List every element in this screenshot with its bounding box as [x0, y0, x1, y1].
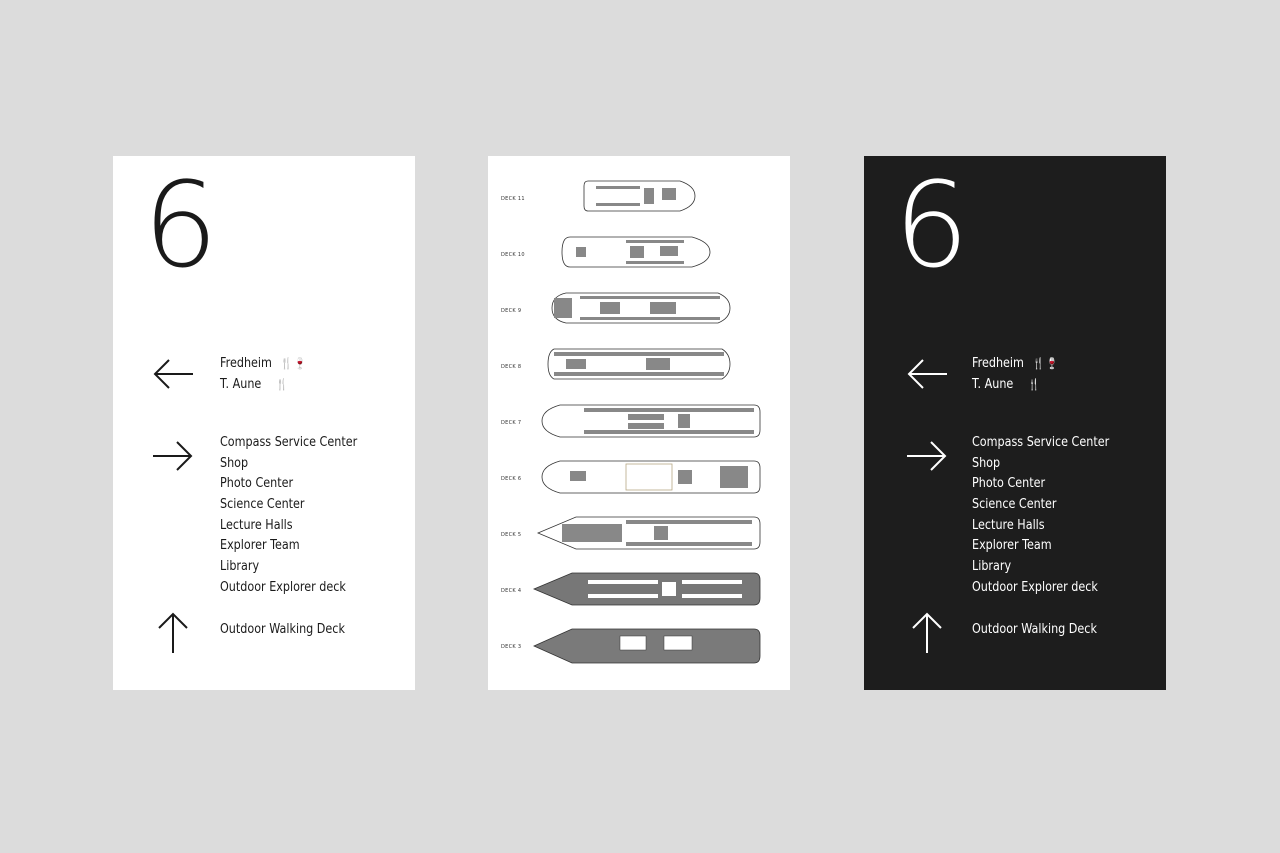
deck-sign-white — [113, 156, 415, 690]
left-destination-list — [972, 354, 1074, 395]
deck-label: DECK 9 — [501, 308, 522, 314]
arrow-up-icon — [909, 610, 945, 654]
deck-label: DECK 6 — [501, 476, 522, 482]
left-destination-list — [220, 354, 322, 395]
list-item: Compass Service Center — [220, 435, 358, 450]
list-item: Fredheim 🍴🍷 — [972, 354, 1060, 375]
ship-deck-plan — [550, 290, 732, 326]
up-destination-list — [972, 620, 1117, 641]
arrow-left-icon — [151, 356, 195, 392]
list-item: Science Center — [972, 497, 1057, 513]
deck-8-row — [488, 346, 790, 392]
list-item: Library — [220, 559, 260, 575]
list-item: Outdoor Walking Deck — [972, 622, 1097, 637]
ship-deck-plan — [536, 514, 762, 552]
deck-6-row — [488, 458, 790, 504]
arrow-right-icon — [905, 438, 949, 474]
arrow-left-icon — [905, 356, 949, 392]
deck-5-row — [488, 514, 790, 560]
deck-7-row — [488, 402, 790, 448]
arrow-right-icon — [151, 438, 195, 474]
deck-label: DECK 3 — [501, 644, 522, 650]
restaurant-icon: 🍴 — [1027, 377, 1042, 391]
ship-deck-plan — [532, 626, 762, 666]
list-item: Explorer Team — [972, 538, 1052, 554]
ship-deck-plan — [582, 178, 698, 214]
list-item: Outdoor Explorer deck — [972, 579, 1098, 595]
deck-10-row — [488, 234, 790, 280]
arrow-up-icon — [155, 610, 191, 654]
deck-label: DECK 8 — [501, 364, 522, 370]
list-item: T. Aune 🍴 — [220, 375, 308, 396]
deck-4-row — [488, 570, 790, 616]
restaurant-bar-icon: 🍴🍷 — [280, 357, 308, 370]
deck-number: 6 — [894, 156, 968, 294]
deck-3-row — [488, 626, 790, 672]
list-item: Outdoor Explorer deck — [220, 579, 346, 595]
up-destination-list — [220, 620, 365, 641]
deck-label: DECK 11 — [501, 196, 525, 202]
list-item: Explorer Team — [220, 538, 300, 554]
list-item: Compass Service Center — [972, 435, 1110, 450]
deck-label: DECK 5 — [501, 532, 522, 538]
deck-number: 6 — [143, 156, 217, 294]
list-item: Photo Center — [972, 476, 1046, 492]
deck-sign-black — [864, 156, 1166, 690]
ship-deck-plan — [532, 570, 762, 608]
list-item: Fredheim 🍴🍷 — [220, 354, 308, 375]
ship-deck-plan — [540, 402, 762, 440]
right-destination-list — [972, 433, 1132, 599]
list-item: Photo Center — [220, 476, 294, 492]
right-destination-list — [220, 433, 380, 599]
restaurant-bar-icon: 🍴🍷 — [1032, 357, 1060, 370]
list-item: Science Center — [220, 497, 305, 513]
list-item: Lecture Halls — [972, 517, 1045, 533]
list-item: Shop — [220, 455, 249, 471]
list-item: T. Aune 🍴 — [972, 375, 1060, 396]
list-item: Library — [972, 559, 1012, 575]
deck-label: DECK 7 — [501, 420, 522, 426]
deck-11-row — [488, 178, 790, 224]
restaurant-icon: 🍴 — [275, 377, 290, 391]
ship-deck-plan — [546, 346, 732, 382]
ship-deck-plan — [560, 234, 712, 270]
deck-label: DECK 4 — [501, 588, 522, 594]
deck-label: DECK 10 — [501, 252, 525, 258]
deck-plan-panel — [488, 156, 790, 690]
list-item: Outdoor Walking Deck — [220, 622, 345, 637]
list-item: Lecture Halls — [220, 517, 293, 533]
ship-deck-plan — [540, 458, 762, 496]
list-item: Shop — [972, 455, 1001, 471]
deck-9-row — [488, 290, 790, 336]
